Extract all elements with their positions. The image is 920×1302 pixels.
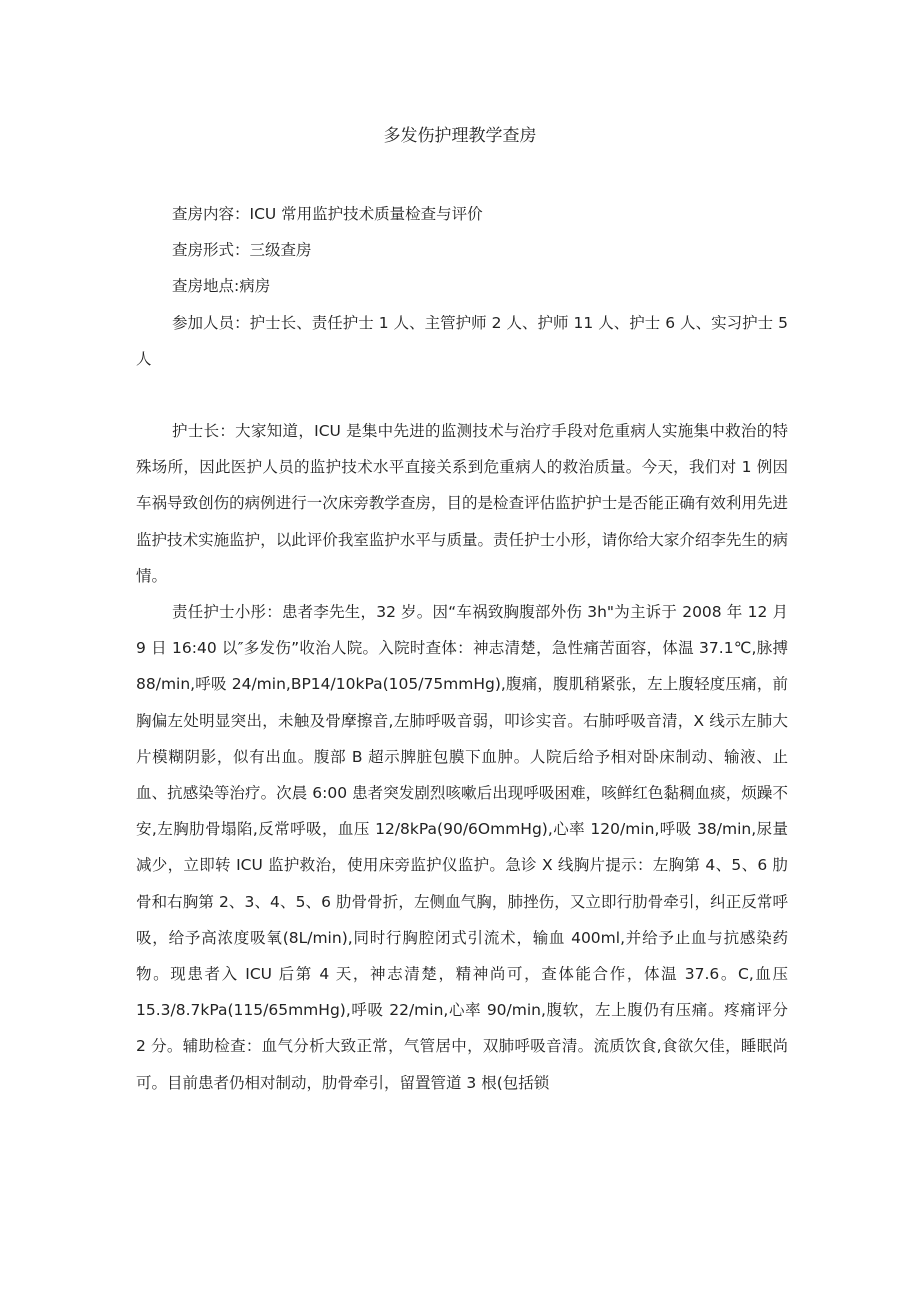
meta-content: 查房内容：ICU 常用监护技术质量检查与评价: [172, 205, 483, 223]
document-title: 多发伤护理教学查房: [383, 126, 537, 146]
paragraph-head-nurse: 护士长：大家知道，ICU 是集中先进的监测技术与治疗手段对危重病人实施集中救治的特殊场所，因此医护人员的监护技术水平直接关系到危重病人的救治质量。今天，我们对 1 例因车祸导致创伤的病例进行一次床旁教学查房，目的是检查评估监护护士是否能正确有效利用先进监护技术实施监护，以此评价我室监护水平与质量。责任护士小形，请你给大家介绍李先生的病情。: [136, 422, 788, 585]
meta-location: 查房地点:病房: [172, 277, 271, 296]
paragraph-spacer: [136, 377, 788, 413]
document-body: [136, 196, 788, 1101]
meta-participants: 参加人员：护士长、责任护士 1 人、主管护师 2 人、护师 11 人、护士 6 人、实习护士 5 人: [136, 313, 788, 368]
paragraph-case-report: 责任护士小彤：患者李先生，32 岁。因“车祸致胸腹部外伤 3h"为主诉于 2008 年 12 月 9 日 16:40 以″多发伤”收治人院。入院时查体：神志清楚，急性痛苦面容，体温 37.1℃,脉搏 88∕min,呼吸 24∕min,BP14∕10kPa(105∕75mmHg),腹痛，腹肌稍紧张，左上腹轻度压痛，前胸偏左处明显突出，未触及骨摩擦音,左肺呼吸音弱，叩诊实音。右肺呼吸音清，X 线示左肺大片模糊阴影，似有出血。腹部 B 超示脾脏包膜下血肿。人院后给予相对卧床制动、输液、止血、抗感染等治疗。次晨 6:00 患者突发剧烈咳嗽后出现呼吸困难，咳鲜红色黏稠血痰，烦躁不安,左胸肋骨塌陷,反常呼吸，血压 12/8kPa(90/6OmmHg),心率 120/min,呼吸 38/min,尿量减少，立即转 ICU 监护救治，使用床旁监护仪监护。急诊 X 线胸片提示：左胸第 4、5、6 肋骨和右胸第 2、3、4、5、6 肋骨骨折，左侧血气胸，肺挫伤，又立即行肋骨牵引，纠正反常呼吸，给予高浓度吸氧(8L∕min),同时行胸腔闭式引流术，输血 400ml,并给予止血与抗感染药物。现患者入 ICU 后第 4 天，神志清楚，精神尚可，查体能合作，体温 37.6。C,血压 15.3∕8.7kPa(115∕65mmHg),呼吸 22/min,心率 90/min,腹软，左上腹仍有压痛。疼痛评分 2 分。辅助检查：血气分析大致正常，气管居中，双肺呼吸音清。流质饮食,食欲欠佳，睡眠尚可。目前患者仍相对制动，肋骨牵引，留置管道 3 根(包括锁: [136, 603, 788, 1092]
meta-format: 查房形式：三级查房: [172, 241, 312, 260]
